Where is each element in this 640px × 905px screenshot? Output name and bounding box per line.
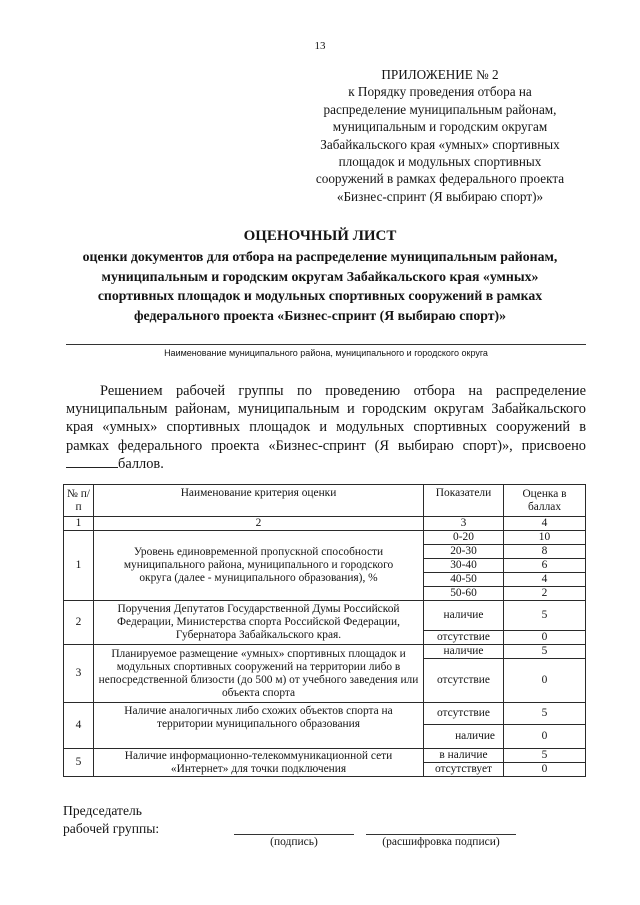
table-header-row (64, 485, 586, 517)
table-row (64, 601, 586, 631)
indicator: отсутствие (424, 703, 504, 725)
score-blank-field[interactable] (66, 455, 118, 468)
chairman-label (63, 802, 159, 838)
table-row (64, 531, 586, 545)
score: 0 (504, 763, 586, 777)
criterion-text: Наличие аналогичных либо схожих объектов спорта на территории муниципального образования (94, 703, 424, 749)
indicator: в наличие (424, 749, 504, 763)
indicator: 30-40 (424, 559, 504, 573)
indicator: наличие (424, 725, 504, 749)
header-indicators: Показатели (424, 485, 504, 517)
subtitle-line: оценки документов для отбора на распределение муниципальным районам, (82, 249, 558, 264)
appendix-line: муниципальным и городским округам (332, 119, 548, 135)
score: 0 (504, 659, 586, 703)
score: 10 (504, 531, 586, 545)
criterion-text: Наличие информационно-телекоммуникационной сети «Интернет» для точки подключения (94, 749, 424, 777)
score: 2 (504, 587, 586, 601)
signature-decoding-caption: (расшифровка подписи) (382, 836, 500, 848)
score: 6 (504, 559, 586, 573)
signature-field[interactable] (234, 834, 354, 835)
column-number-row (64, 517, 586, 531)
score: 5 (504, 645, 586, 659)
paragraph-text: Решением рабочей группы по проведению отбора на распределение муниципальным районам, муниципальным и городским округам Забайкальского края «умных» спортивных площадок и модульных спортивных сооружений в рамках федерального проекта «Бизнес-спринт (Я выбираю спорт)», присвоено (66, 383, 586, 454)
row-number: 5 (64, 749, 94, 777)
header-num: № п/п (64, 485, 94, 517)
chairman-line: рабочей группы: (63, 821, 160, 836)
indicator: наличие (424, 601, 504, 631)
signature-decoding-field[interactable] (366, 834, 516, 835)
criteria-table (63, 484, 586, 777)
document-title: ОЦЕНОЧНЫЙ ЛИСТ (243, 228, 397, 244)
row-number: 2 (64, 601, 94, 645)
row-number: 4 (64, 703, 94, 749)
appendix-heading: ПРИЛОЖЕНИЕ № 2 (381, 67, 499, 82)
appendix-block (290, 66, 590, 205)
score: 0 (504, 631, 586, 645)
indicator: 0-20 (424, 531, 504, 545)
column-number: 2 (94, 517, 424, 531)
score: 5 (504, 601, 586, 631)
header-criterion: Наименование критерия оценки (94, 485, 424, 517)
row-number: 1 (64, 531, 94, 601)
indicator: 50-60 (424, 587, 504, 601)
municipality-name-field[interactable] (66, 344, 586, 345)
criterion-text: Планируемое размещение «умных» спортивных площадок и модульных спортивных сооружений на территории либо в непосредственной близости (до 500 м) от учебного заведения или объекта спорта (94, 645, 424, 703)
score: 4 (504, 573, 586, 587)
table-row (64, 703, 586, 725)
appendix-line: распределение муниципальным районам, (323, 101, 557, 117)
row-number: 3 (64, 645, 94, 703)
table-row (64, 645, 586, 659)
column-number: 3 (424, 517, 504, 531)
criterion-text: Поручения Депутатов Государственной Думы Российской Федерации, Министерства спорта Российской Федерации, Губернатора Забайкальского края. (94, 601, 424, 645)
subtitle-line: муниципальным и городским округам Забайкальского края «умных» (101, 268, 539, 284)
column-number: 4 (504, 517, 586, 531)
indicator: отсутствие (424, 631, 504, 645)
score: 0 (504, 725, 586, 749)
score: 5 (504, 749, 586, 763)
subtitle-line: спортивных площадок и модульных спортивных сооружений в рамках (97, 288, 543, 303)
indicator: отсутствует (424, 763, 504, 777)
page-number: 13 (314, 40, 326, 52)
chairman-line: Председатель (63, 803, 142, 818)
criterion-text: Уровень единовременной пропускной способности муниципального района, муниципального и городского округа (далее - муниципального образования), % (94, 531, 424, 601)
appendix-line: к Порядку проведения отбора на (348, 84, 532, 100)
signature-caption: (подпись) (270, 836, 318, 848)
score: 5 (504, 703, 586, 725)
indicator: наличие (424, 645, 504, 659)
appendix-line: «Бизнес-спринт (Я выбираю спорт)» (336, 188, 544, 204)
header-score: Оценка в баллах (504, 485, 586, 517)
subtitle-line: федерального проекта «Бизнес-спринт (Я выбираю спорт)» (133, 307, 507, 323)
table-row (64, 749, 586, 763)
score: 8 (504, 545, 586, 559)
paragraph-tail: баллов. (118, 455, 164, 472)
municipality-name-caption: Наименование муниципального района, муниципального и городского округа (164, 348, 488, 358)
indicator: 20-30 (424, 545, 504, 559)
appendix-line: Забайкальского края «умных» спортивных (320, 136, 560, 152)
indicator: отсутствие (424, 659, 504, 703)
decision-paragraph (66, 382, 586, 473)
document-subtitle (40, 247, 600, 325)
column-number: 1 (64, 517, 94, 531)
appendix-line: сооружений в рамках федерального проекта (315, 171, 565, 187)
indicator: 40-50 (424, 573, 504, 587)
appendix-line: площадок и модульных спортивных (338, 154, 542, 170)
